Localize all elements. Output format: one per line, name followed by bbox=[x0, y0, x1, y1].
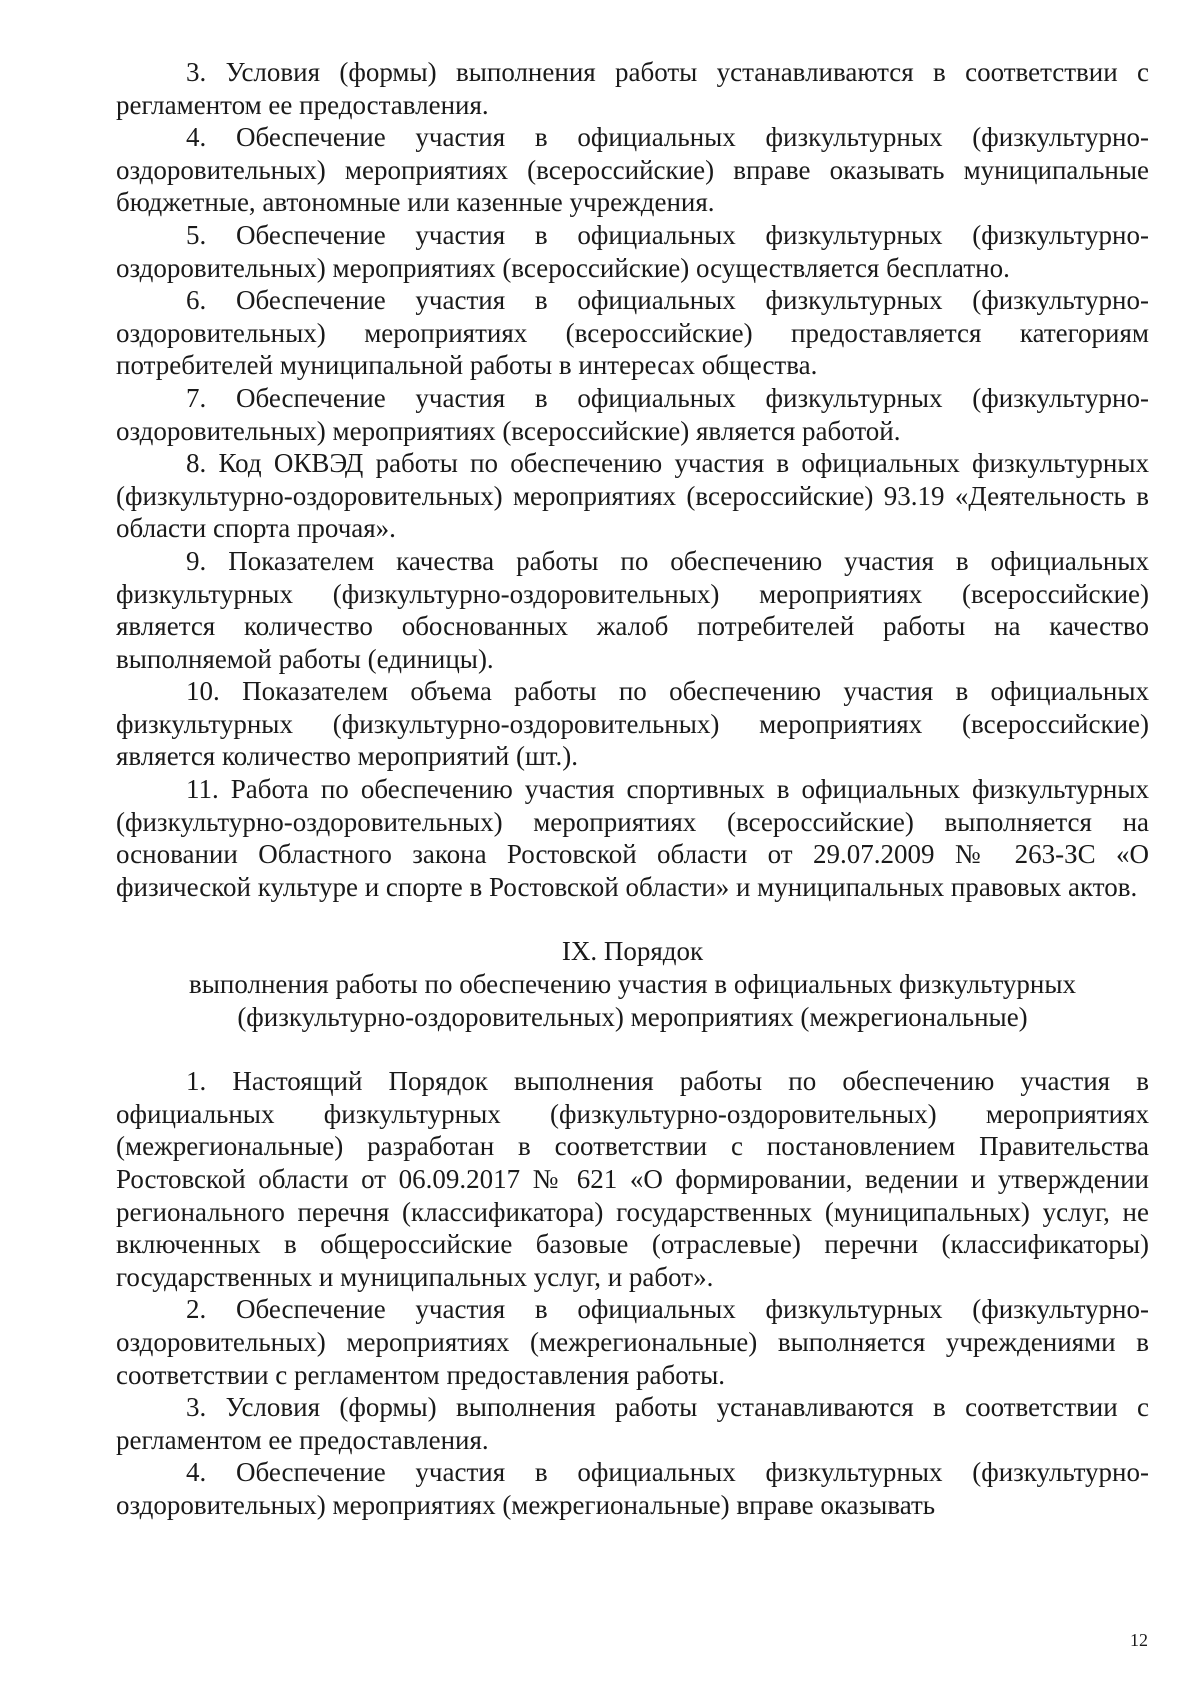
paragraph-10-volume: 10. Показателем объема работы по обеспечению участия в официальных физкультурных (физкультурно-оздоровительных) мероприятиях (всероссийские) является количество мероприятий (шт.). bbox=[116, 676, 1149, 772]
section-subtitle-line-1: выполнения работы по обеспечению участия в официальных физкультурных bbox=[189, 969, 1076, 1000]
paragraph-5-free: 5. Обеспечение участия в официальных физкультурных (физкультурно-оздоровительных) мероприятиях (всероссийские) осуществляется бесплатно. bbox=[116, 219, 1149, 283]
paragraph-4-providers: 4. Обеспечение участия в официальных физкультурных (физкультурно-оздоровительных) мероприятиях (всероссийские) вправе оказывать муниципальные бюджетные, автономные или казенные учреждения. bbox=[116, 122, 1149, 218]
section-subtitle-line-2: (физкультурно-оздоровительных) мероприятиях (межрегиональные) bbox=[237, 1001, 1028, 1032]
section-paragraph-1: 1. Настоящий Порядок выполнения работы по обеспечению участия в официальных физкультурных (физкультурно-оздоровительных) мероприятиях (межрегиональные) разработан в соответствии с постановлением Правительства Ростовской области от 06.09.2017 № 621 «О формировании, ведении и утверждении регионального перечня (классификатора) государственных (муниципальных) услуг, не включенных в общероссийские базовые (отраслевые) перечни (классификаторы) государственных и муниципальных услуг, и работ». bbox=[116, 1066, 1149, 1292]
section-heading bbox=[116, 935, 1149, 1033]
paragraph-11-legal-basis: 11. Работа по обеспечению участия спортивных в официальных физкультурных (физкультурно-оздоровительных) мероприятиях (всероссийские) выполняется на основании Областного закона Ростовской области от 29.07.2009 № 263-ЗС «О физической культуре и спорте в Ростовской области» и муниципальных правовых актов. bbox=[116, 774, 1149, 902]
paragraph-3-conditions: 3. Условия (формы) выполнения работы устанавливаются в соответствии с регламентом ее предоставления. bbox=[116, 57, 1149, 120]
section-title: IX. Порядок bbox=[561, 936, 704, 967]
paragraph-6-consumers: 6. Обеспечение участия в официальных физкультурных (физкультурно-оздоровительных) мероприятиях (всероссийские) предоставляется категориям потребителей муниципальной работы в интересах общества. bbox=[116, 285, 1149, 381]
section-paragraph-4: 4. Обеспечение участия в официальных физкультурных (физкультурно-оздоровительных) мероприятиях (межрегиональные) вправе оказывать bbox=[116, 1457, 1149, 1520]
paragraph-7-work: 7. Обеспечение участия в официальных физкультурных (физкультурно-оздоровительных) мероприятиях (всероссийские) является работой. bbox=[116, 382, 1149, 446]
section-paragraph-2: 2. Обеспечение участия в официальных физкультурных (физкультурно-оздоровительных) мероприятиях (межрегиональные) выполняется учреждениями в соответствии с регламентом предоставления работы. bbox=[116, 1294, 1149, 1390]
document-page bbox=[116, 56, 1149, 1522]
section-paragraph-3: 3. Условия (формы) выполнения работы устанавливаются в соответствии с регламентом ее предоставления. bbox=[116, 1392, 1149, 1455]
page-number: 12 bbox=[1130, 1630, 1148, 1650]
paragraph-9-quality: 9. Показателем качества работы по обеспечению участия в официальных физкультурных (физкультурно-оздоровительных) мероприятиях (всероссийские) является количество обоснованных жалоб потребителей работы на качество выполняемой работы (единицы). bbox=[116, 545, 1149, 674]
paragraph-8-okved: 8. Код ОКВЭД работы по обеспечению участия в официальных физкультурных (физкультурно-оздоровительных) мероприятиях (всероссийские) 93.19 «Деятельность в области спорта прочая». bbox=[116, 448, 1149, 544]
